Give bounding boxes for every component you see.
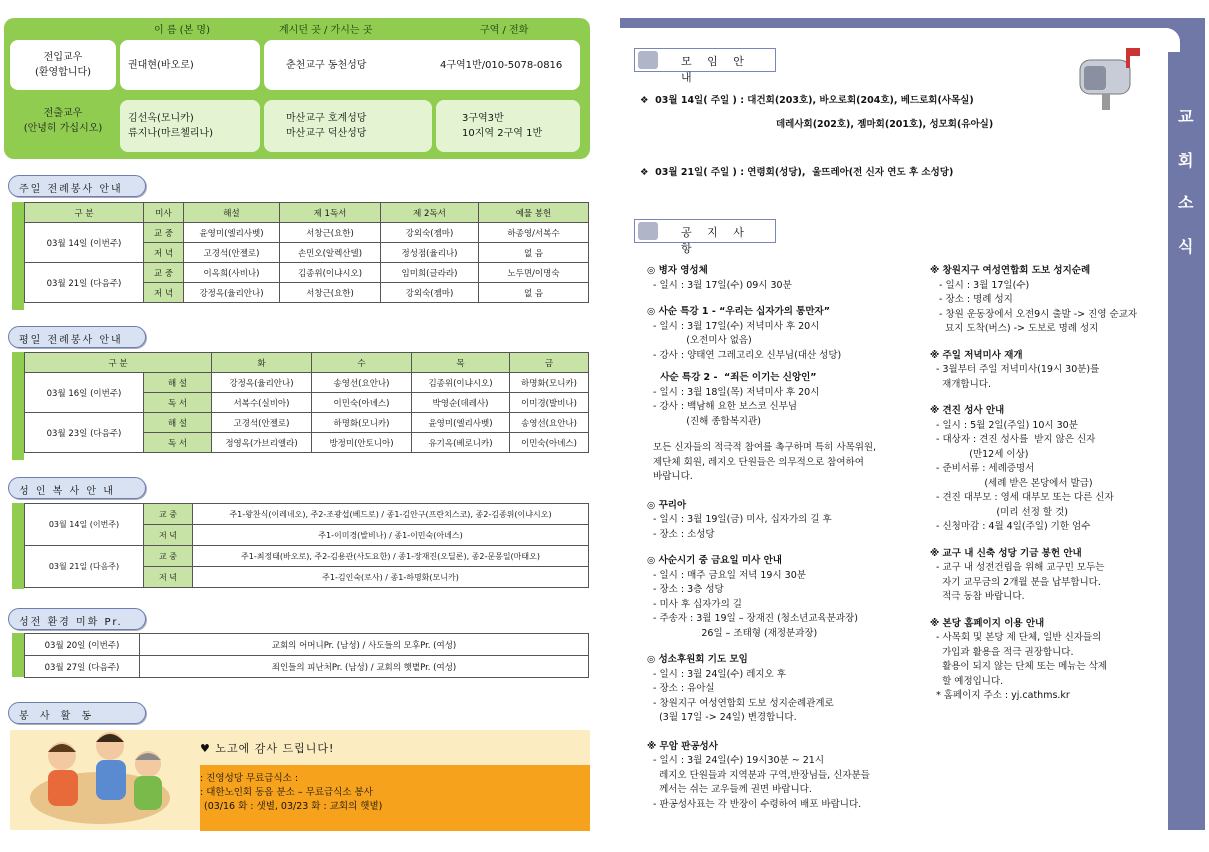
notice-heading: ◎ 꾸리아: [647, 499, 687, 511]
move-out-places: [264, 100, 432, 152]
notice-item: [647, 554, 927, 641]
col-header: 미사: [144, 203, 184, 223]
side-title-char: 소: [1178, 193, 1194, 212]
move-out-place-1: 마산교구 호계성당: [286, 113, 367, 124]
notice-line: - 일시 : 3월 24일(수) 19시30분 ~ 21시: [647, 755, 824, 766]
notice-item: [930, 617, 1166, 704]
notice-line: - 일시 : 3월 19일(금) 미사, 십자가의 길 후: [647, 514, 832, 525]
notice-heading: ◎ 사순시기 중 금요일 미사 안내: [647, 555, 782, 566]
notice-heading: ※ 본당 홈페이지 이용 안내: [930, 617, 1045, 629]
col-header: 수: [312, 353, 412, 373]
volunteer-people-illustration: [20, 718, 180, 828]
notice-heading: ※ 교구 내 신축 성당 기금 봉헌 안내: [930, 547, 1082, 559]
col-header: 해설: [184, 203, 280, 223]
row-date: 03월 23일 (다음주): [25, 413, 144, 453]
portrait-icon: [638, 222, 658, 240]
notice-line: 26일 – 조태형 (재정분과장): [647, 627, 818, 639]
notice-line: - 장소 : 소성당: [647, 528, 715, 540]
role: 해 설: [144, 413, 212, 433]
row-date: 03월 21일 (다음주): [25, 546, 144, 588]
notice-line: - 일시 : 3월 24일(수) 레지오 후: [647, 668, 786, 680]
notice-line: 바랍니다.: [647, 471, 693, 482]
notice-item: [647, 371, 927, 429]
meeting-title: [634, 48, 776, 84]
mass-type: 저 녁: [144, 283, 184, 303]
notice-line: * 홈페이지 주소 : yj.cathms.kr: [930, 690, 1070, 701]
cleaning-table: [24, 633, 589, 678]
volunteer-thanks: ♥ 노고에 감사 드립니다!: [200, 742, 335, 755]
cell: 주1-김인숙(로사) / 종1-하명화(모니카): [193, 567, 589, 588]
notice-line: (세례 받은 본당에서 발급): [930, 477, 1093, 489]
notice-line: - 일시 : 3월 17일(수) 09시 30분: [647, 279, 792, 291]
mass-type: 저 녁: [144, 567, 193, 588]
notice-line: 묘지 도착(버스) -> 도보로 명례 성지: [930, 323, 1099, 334]
cell: 이미경(발비나): [510, 393, 589, 413]
row-date: 03월 14일 (이번주): [25, 504, 144, 546]
row-date: 03월 14일 (이번주): [25, 223, 144, 263]
move-in-name: 권대현(바오로): [120, 40, 260, 90]
cell: 정영옥(가브리엘라): [212, 433, 312, 453]
altar-server-tab: 성 인 복 사 안 내: [8, 477, 146, 499]
move-in-label: [10, 40, 116, 90]
notice-item: [647, 305, 927, 363]
member-header-name: 이 름 (본 명): [154, 25, 210, 36]
move-out-label-1: 전출교우: [43, 108, 83, 119]
member-change-box: [4, 18, 590, 159]
notice-line: - 일시 : 매주 금요일 저녁 19시 30분: [647, 569, 806, 581]
move-out-area-2: 10지역 2구역 1반: [462, 128, 543, 139]
cell: 고경석(안젤로): [184, 243, 280, 263]
cell: 서창근(요한): [280, 223, 381, 243]
mailbox-icon: [1070, 40, 1150, 112]
col-header: 목: [412, 353, 510, 373]
notice-line: - 사목회 및 본당 제 단체, 일반 신자들의: [930, 632, 1102, 643]
volunteer-line: : 대한노인회 동읍 분소 – 무료급식소 봉사: [200, 787, 373, 798]
notice-line: - 장소 : 명례 성지: [930, 294, 1013, 305]
cell: 없 음: [479, 283, 589, 303]
notice-line: - 창원 운동장에서 오전9시 출발 -> 진영 순교자: [930, 308, 1138, 320]
weekday-liturgy-table: [24, 352, 589, 453]
col-header: 제 2독서: [381, 203, 479, 223]
notice-heading: ◎ 사순 특강 1 - “우리는 십자가의 통만자”: [647, 306, 830, 317]
notice-item: [647, 499, 927, 543]
notice-heading: ※ 견진 성사 안내: [930, 405, 1005, 416]
col-header: 구 분: [25, 203, 144, 223]
notice-line: - 대상자 : 견진 성사를 받지 않은 신자: [930, 434, 1096, 445]
cell: 하명화(모니카): [510, 373, 589, 393]
cell: 강정옥(율리안나): [212, 373, 312, 393]
cell: 고경석(안젤로): [212, 413, 312, 433]
notice-item: [647, 740, 927, 813]
cell: 주1-왕찬식(이레네오), 주2-조광섭(베드로) / 종1-김안구(프란치스코), 종2-김종위(이냐시오): [193, 504, 589, 525]
row-date: 03월 27일 (다음주): [25, 656, 140, 678]
move-out-areas: [436, 100, 580, 152]
notice-line: (진해 종합복지관): [647, 415, 761, 427]
notice-heading: 사순 특강 2 - “죄든 이기는 신앙인”: [647, 372, 817, 383]
col-header: 금: [510, 353, 589, 373]
move-out-label: [10, 106, 116, 136]
cell: 교회의 어머니Pr. (남성) / 사도들의 모후Pr. (여성): [140, 634, 589, 656]
notice-item: [930, 264, 1166, 337]
sunday-side-bar: [12, 202, 24, 310]
mass-type: 교 중: [144, 546, 193, 567]
notice-line: - 창원지구 여성연합회 도보 성지순례관계로: [647, 697, 834, 709]
notice-line: - 주송자 : 3월 19일 – 장재진 (청소년교육분과장): [647, 613, 858, 624]
row-date: 03월 16일 (이번주): [25, 373, 144, 413]
notice-line: 자기 교무금의 2개월 분을 납부합니다.: [930, 576, 1101, 588]
cell: 서창근(요한): [280, 283, 381, 303]
cell: 강정옥(율리안나): [184, 283, 280, 303]
move-out-name-1: 김선옥(모니카): [128, 113, 194, 124]
volunteer-line: : 진영성당 무료급식소 :: [200, 773, 299, 784]
volunteer-tab: 봉 사 활 동: [8, 702, 146, 724]
right-page-top-bar: [620, 18, 1205, 28]
notice-line: - 강사 : 양태연 그레고리오 신부님(대산 성당): [647, 349, 842, 361]
notice-right-column: [930, 264, 1166, 704]
notice-heading: ※ 주일 저녁미사 재개: [930, 349, 1023, 361]
notice-line: - 준비서류 : 세례증명서: [930, 463, 1035, 474]
notice-heading: ※ 무암 판공성사: [647, 740, 718, 752]
move-in-area: 4구역1반/010-5078-0816: [434, 40, 580, 90]
role: 독 서: [144, 433, 212, 453]
notice-item: [930, 349, 1166, 393]
cell: 하종영/서복수: [479, 223, 589, 243]
altar-side-bar: [12, 503, 24, 589]
col-header: 화: [212, 353, 312, 373]
move-in-place: 춘천교구 동천성당: [264, 40, 452, 90]
notice-line: - 일시 : 5월 2일(주일) 10시 30분: [930, 419, 1078, 431]
cell: 노두면/이명숙: [479, 263, 589, 283]
cell: 김종위(이냐시오): [412, 373, 510, 393]
cell: 손민오(알렉산델): [280, 243, 381, 263]
mass-type: 저 녁: [144, 243, 184, 263]
row-date: 03월 20일 (이번주): [25, 634, 140, 656]
cell: 서복수(실비아): [212, 393, 312, 413]
notice-heading: ◎ 병자 영성체: [647, 265, 708, 276]
notice-line: - 강사 : 백남해 요한 보스코 신부님: [647, 401, 798, 412]
notice-left-column: [647, 264, 927, 812]
notice-line: - 일시 : 3월 17일(수): [930, 279, 1030, 291]
cell: 윤영미(엘리사벳): [412, 413, 510, 433]
meeting-line: ❖ 03월 21일( 주일 ) : 연령회(성당), 울뜨레아(전 신자 연도 후 소성당): [640, 167, 954, 178]
mass-type: 교 중: [144, 263, 184, 283]
notice-title: [634, 219, 776, 255]
notice-item: [647, 653, 927, 726]
notice-title-text: 공 지 사 항: [681, 226, 750, 255]
portrait-icon: [638, 51, 658, 69]
col-header: 제 1독서: [280, 203, 381, 223]
mass-type: 교 중: [144, 223, 184, 243]
notice-line: - 일시 : 3월 18일(목) 저녁미사 후 20시: [647, 386, 820, 398]
notice-line: - 장소 : 3층 성당: [647, 584, 724, 595]
notice-line: - 판공성사표는 각 반장이 수령하여 배포 바랍니다.: [647, 798, 862, 810]
notice-line: (3월 17일 -> 24일) 변경합니다.: [647, 712, 797, 723]
notice-line: - 미사 후 십자가의 길: [647, 598, 742, 610]
notice-line: 할 예정입니다.: [930, 675, 1004, 687]
cell: 하명화(모니카): [312, 413, 412, 433]
cell: 주1-이미경(발비나) / 종1-이민숙(아녜스): [193, 525, 589, 546]
mass-type: 저 녁: [144, 525, 193, 546]
notice-item: [930, 404, 1166, 535]
mass-type: 교 중: [144, 504, 193, 525]
notice-line: (오전미사 없음): [647, 335, 752, 346]
notice-item: [647, 264, 927, 293]
side-title-char: 회: [1178, 151, 1194, 170]
weekday-side-bar: [12, 352, 24, 460]
notice-line: 재개합니다.: [930, 378, 991, 390]
notice-line: - 장소 : 유아실: [647, 683, 715, 694]
notice-line: - 3월부터 주일 저녁미사(19시 30분)를: [930, 364, 1100, 375]
notice-line: 모든 신자들의 적극적 참여를 촉구하며 특히 사목위원,: [647, 442, 877, 453]
member-header-place: 계시던 곳 / 가시는 곳: [279, 25, 373, 36]
notice-item: [930, 547, 1166, 605]
notice-heading: ◎ 성소후원회 기도 모임: [647, 654, 748, 665]
cleaning-tab: 성전 환경 미화 Pr.: [8, 608, 146, 630]
corner-cutout: [1150, 28, 1180, 52]
cell: 임미희(글라라): [381, 263, 479, 283]
col-header: 예물 봉헌: [479, 203, 589, 223]
notice-line: - 신청마감 : 4월 4일(주일) 기한 엄수: [930, 521, 1091, 532]
volunteer-lines: [200, 772, 382, 814]
move-in-label-1: 전입교우: [43, 52, 83, 63]
move-out-name-2: 류지나(마르첼리나): [128, 128, 214, 139]
role: 해 설: [144, 373, 212, 393]
member-header-area: 구역 / 전화: [480, 25, 529, 36]
move-in-label-2: (환영합니다): [34, 67, 92, 78]
cell: 김종위(이냐시오): [280, 263, 381, 283]
cell: 강외숙(젬마): [381, 283, 479, 303]
cell: 강외숙(젬마): [381, 223, 479, 243]
cell: 이민숙(아녜스): [510, 433, 589, 453]
meeting-title-text: 모 임 안 내: [681, 55, 750, 84]
cell: 이민숙(아녜스): [312, 393, 412, 413]
volunteer-line: (03/16 화 : 샛별, 03/23 화 : 교회의 햇볕): [204, 801, 383, 812]
weekday-liturgy-tab: 평일 전례봉사 안내: [8, 326, 146, 348]
cell: 유기옥(베로니카): [412, 433, 510, 453]
move-out-names: [120, 100, 260, 152]
notice-line: 제단체 회원, 레지오 단원들은 의무적으로 참여하여: [647, 456, 864, 468]
cell: 방정미(안토니아): [312, 433, 412, 453]
cell: 윤영미(엘리사벳): [184, 223, 280, 243]
role: 독 서: [144, 393, 212, 413]
row-date: 03월 21일 (다음주): [25, 263, 144, 303]
notice-line: 가입과 활용을 적극 권장합니다.: [930, 646, 1074, 658]
meeting-line: 데레사회(202호), 젬마회(201호), 성모회(유아실): [776, 119, 994, 130]
move-out-area-1: 3구역3반: [462, 113, 504, 124]
altar-server-table: [24, 503, 589, 588]
move-out-place-2: 마산교구 덕산성당: [286, 128, 367, 139]
cell: 주1-최정태(바오로), 주2-김용관(사도요한) / 종1-장재진(오딜론), 종2-문몽일(마태오): [193, 546, 589, 567]
cell: 없 음: [479, 243, 589, 263]
cleaning-side-bar: [12, 633, 24, 677]
meeting-line: ❖ 03월 14일( 주일 ) : 대건회(203호), 바오로회(204호), 베드로회(사목실): [640, 95, 974, 106]
cell: 죄인들의 피난처Pr. (남성) / 교회의 햇볕Pr. (여성): [140, 656, 589, 678]
notice-line: (만12세 이상): [930, 448, 1029, 460]
sunday-liturgy-tab: 주일 전례봉사 안내: [8, 175, 146, 197]
notice-line: 적극 동참 바랍니다.: [930, 591, 1025, 602]
cell: 송영선(요안나): [510, 413, 589, 433]
cell: 정성점(율리나): [381, 243, 479, 263]
notice-line: 께서는 쉬는 교우들께 권면 바랍니다.: [647, 784, 812, 795]
col-header: 구 분: [25, 353, 212, 373]
notice-line: (미리 선정 할 것): [930, 506, 1068, 518]
side-title-char: 교: [1178, 107, 1194, 126]
notice-line: - 교구 내 성전건립을 위해 교구민 모두는: [930, 562, 1105, 573]
notice-line: - 일시 : 3월 17일(수) 저녁미사 후 20시: [647, 320, 820, 332]
cell: 이옥희(사비나): [184, 263, 280, 283]
notice-line: 레지오 단원들과 지역분과 구역,반장님들, 신자분들: [647, 769, 870, 781]
cell: 송영선(요안나): [312, 373, 412, 393]
sunday-liturgy-table: [24, 202, 589, 303]
notice-line: 활용이 되지 않는 단체 또는 메뉴는 삭제: [930, 661, 1108, 672]
notice-item: [647, 441, 927, 485]
notice-line: - 견진 대부모 : 영세 대부모 또는 다른 신자: [930, 492, 1114, 503]
notice-heading: ※ 창원지구 여성연합회 도보 성지순례: [930, 265, 1091, 276]
move-out-label-2: (안녕히 가십시오): [23, 123, 103, 134]
cell: 박영순(데레사): [412, 393, 510, 413]
side-title-char: 식: [1178, 237, 1194, 256]
